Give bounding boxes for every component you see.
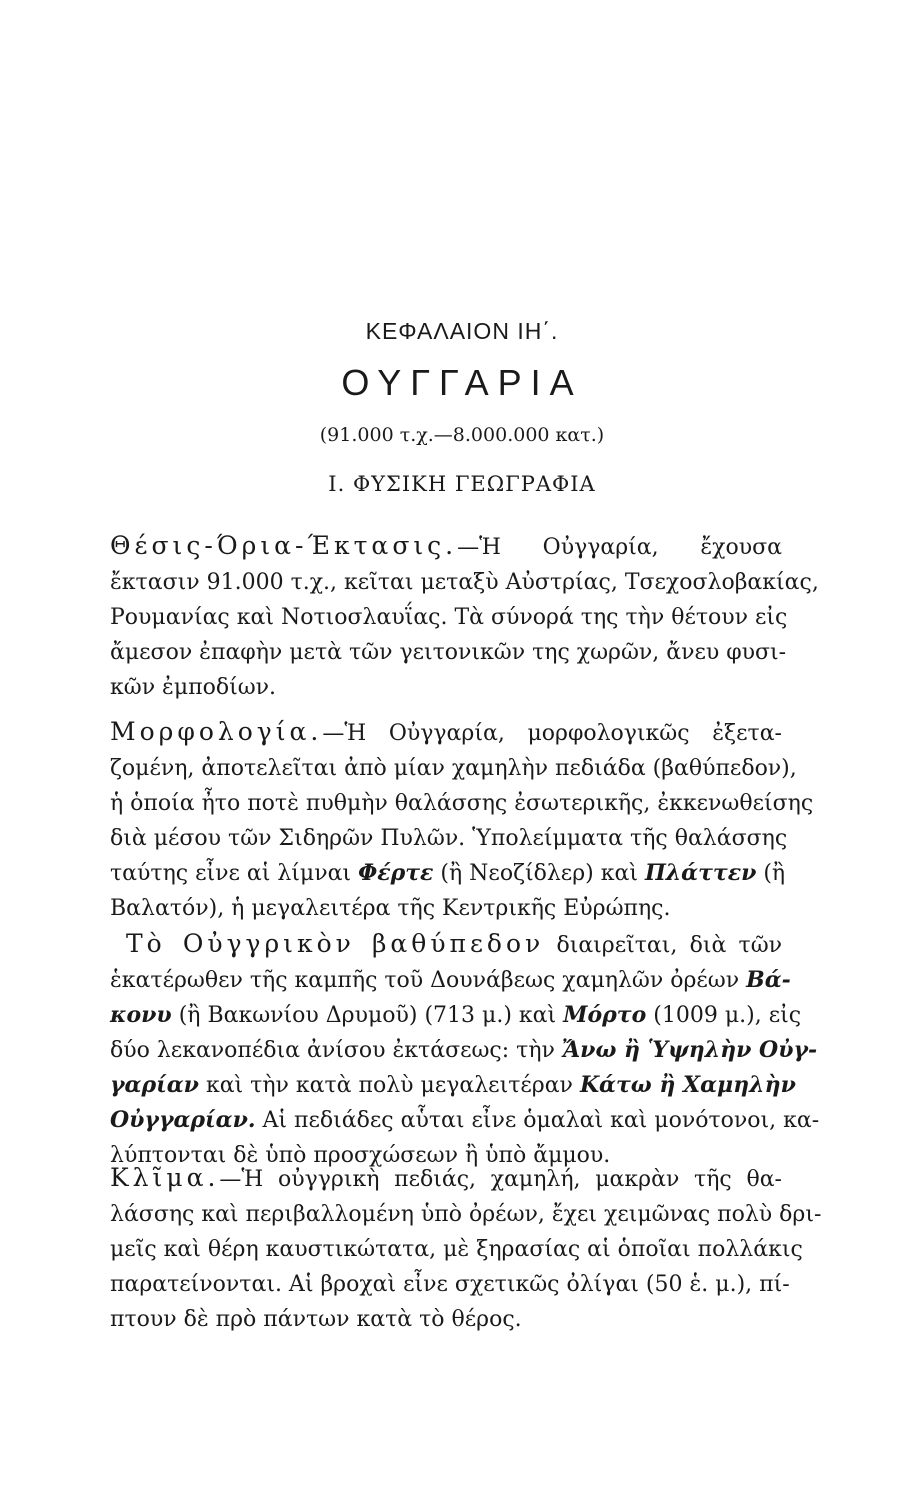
text-line: ἔκτασιν 91.000 τ.χ., κεῖται μεταξὺ Αὐστρίας, Τσεχοσλοβακίας, xyxy=(110,570,819,595)
emphasis-lake-name: Φέρτε xyxy=(358,860,434,886)
text-line: ζομένη, ἀποτελεῖται ἀπὸ μίαν χαμηλὴν πεδιάδα (βαθύπεδον), xyxy=(110,756,797,781)
text-line: ἄμεσον ἐπαφὴν μετὰ τῶν γειτονικῶν της χωρῶν, ἄνευ φυσι- xyxy=(110,640,787,665)
emphasis-mountain-name: Βά- xyxy=(746,967,791,993)
text-run: —Ἡ Οὐγγαρία, ἔχουσα xyxy=(457,535,782,560)
text-run: —Ἡ Οὐγγαρία, μορφολογικῶς ἐξετα- xyxy=(322,721,782,746)
text-line: Ρουμανίας καὶ Νοτιοσλαυΐας. Τὰ σύνορά της τὴν θέτουν εἰς xyxy=(110,605,788,630)
text-line xyxy=(110,1033,818,1068)
paragraph-morphology xyxy=(110,714,820,1173)
text-run: (ἢ Βακωνίου Δρυμοῦ) (713 μ.) καὶ xyxy=(178,1003,557,1028)
text-run: δύο λεκανοπέδια ἀνίσου ἐκτάσεως: τὴν xyxy=(110,1038,555,1063)
paragraph-position-borders-area xyxy=(110,528,819,705)
paragraph-heading: Κλῖμα. xyxy=(110,1163,220,1192)
text-line: κῶν ἐμποδίων. xyxy=(110,675,277,700)
text-line: διὰ μέσου τῶν Σιδηρῶν Πυλῶν. Ὑπολείμματα τῆς θαλάσσης xyxy=(110,826,788,851)
emphasis-region-name: γαρίαν xyxy=(110,1072,199,1098)
paragraph-heading: Μορφολογία. xyxy=(110,717,323,746)
text-line xyxy=(110,528,782,565)
text-run: ἑκατέρωθεν τῆς καμπῆς τοῦ Δουνάβεως χαμηλῶν ὀρέων xyxy=(110,968,740,993)
text-line xyxy=(110,963,791,998)
text-line xyxy=(110,714,782,751)
area-population-stats: (91.000 τ.χ.—8.000.000 κατ.) xyxy=(319,424,605,446)
text-line: μεῖς καὶ θέρη καυστικώτατα, μὲ ξηρασίας αἱ ὁποῖαι πολλάκις xyxy=(110,1237,803,1262)
emphasis-region-name: Κάτω ἢ Χαμηλὴν xyxy=(579,1072,796,1098)
text-run: καὶ τὴν κατὰ πολὺ μεγαλειτέραν xyxy=(205,1073,573,1098)
text-run: Αἱ πεδιάδες αὗται εἶνε ὁμαλαὶ καὶ μονότονοι, κα- xyxy=(262,1108,820,1133)
paragraph-climate xyxy=(110,1160,822,1337)
text-run: (ἢ xyxy=(763,861,786,886)
text-line: παρατείνονται. Αἱ βροχαὶ εἶνε σχετικῶς ὀλίγαι (50 ἑ. μ.), πί- xyxy=(110,1272,790,1297)
text-line xyxy=(110,998,802,1033)
emphasis-mountain-name: κονυ xyxy=(110,1002,172,1028)
text-line xyxy=(110,1103,820,1138)
text-line: πτουν δὲ πρὸ πάντων κατὰ τὸ θέρος. xyxy=(110,1307,522,1332)
text-run: ταύτης εἶνε αἱ λίμναι xyxy=(110,861,352,886)
text-run: διαιρεῖται, διὰ τῶν xyxy=(556,933,783,958)
text-run: (ἢ Νεοζίδλερ) καὶ xyxy=(440,861,638,886)
text-run: —Ἡ οὐγγρικὴ πεδιάς, χαμηλή, μακρὰν τῆς θα- xyxy=(219,1167,782,1192)
country-title: ΟΥΓΓΑΡΙΑ xyxy=(341,362,583,403)
text-line: Βαλατόν), ἡ μεγαλειτέρα τῆς Κεντρικῆς Εὐρώπης. xyxy=(110,896,671,921)
text-line xyxy=(110,856,786,891)
text-line: λύπτονται δὲ ὑπὸ προσχώσεων ἢ ὑπὸ ἄμμου. xyxy=(110,1143,611,1168)
chapter-label: ΚΕΦΑΛΑΙΟΝ ΙΗ΄. xyxy=(365,318,559,344)
emphasis-lake-name: Πλάττεν xyxy=(644,860,757,886)
emphasis-mountain-name: Μόρτο xyxy=(563,1002,647,1028)
emphasis-region-name: Οὐγγαρίαν. xyxy=(110,1107,256,1133)
text-line xyxy=(110,1068,796,1103)
paragraph-heading: Θέσις-Όρια-Έκτασις. xyxy=(110,531,458,560)
text-line xyxy=(110,926,782,963)
text-line: ἡ ὁποία ἦτο ποτὲ πυθμὴν θαλάσσης ἐσωτερικῆς, ἐκκενωθείσης xyxy=(110,791,814,816)
spaced-term: Τὸ Οὐγγρικὸν βαθύπεδον xyxy=(126,929,545,958)
emphasis-region-name: Ἄνω ἢ Ὑψηλὴν Οὐγ- xyxy=(561,1037,818,1063)
text-run: (1009 μ.), εἰς xyxy=(653,1003,802,1028)
text-line xyxy=(110,1160,782,1197)
section-title: Ι. ΦΥΣΙΚΗ ΓΕΩΓΡΑΦΙΑ xyxy=(328,472,596,496)
text-line: λάσσης καὶ περιβαλλομένη ὑπὸ ὀρέων, ἔχει χειμῶνας πολὺ δρι- xyxy=(110,1202,822,1227)
